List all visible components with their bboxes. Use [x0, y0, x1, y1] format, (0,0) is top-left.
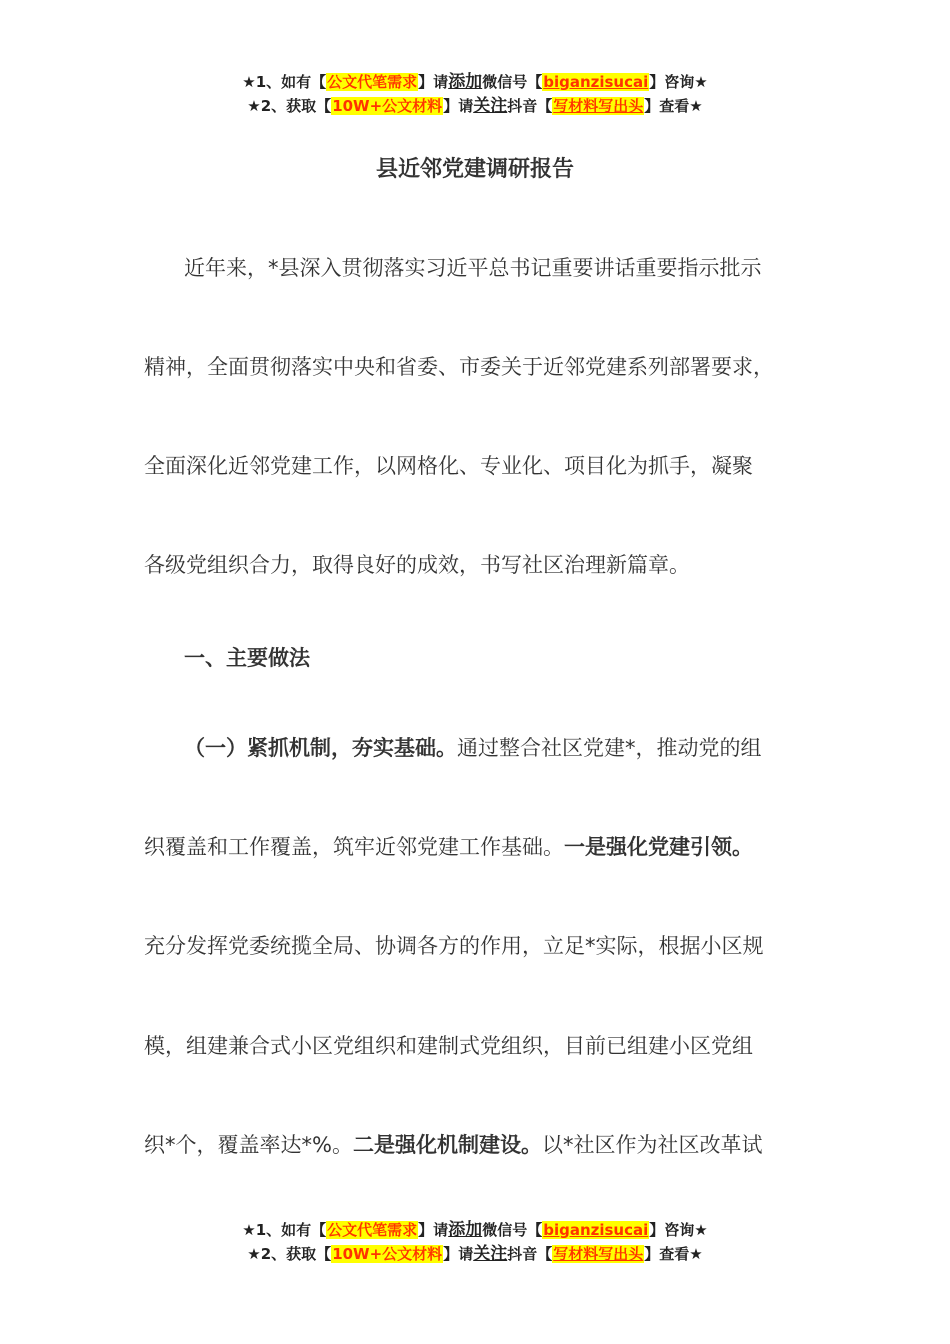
point-two-title: 二是强化机制建设。 — [352, 1133, 542, 1157]
banner-text: 】咨询★ — [649, 1221, 708, 1239]
wechat-id-link[interactable]: biganzisucai — [543, 73, 649, 91]
top-banner — [0, 70, 950, 118]
paragraph-line-1: 近年来，*县深入贯彻落实习近平总书记重要讲话重要指示批示 — [184, 256, 762, 280]
banner-text: ★2、获取【 — [247, 1245, 332, 1263]
banner-line-1 — [0, 70, 950, 94]
paragraph-line-3: 全面深化近邻党建工作，以网格化、专业化、项目化为抓手，凝聚 — [144, 454, 753, 478]
banner-text: 】请 — [418, 1221, 449, 1239]
banner-text: 抖音【 — [507, 1245, 553, 1263]
section-text: 以*社区作为社区改革试 — [541, 1133, 763, 1157]
section-text: 通过整合社区党建*，推动党的组 — [457, 736, 762, 760]
douyin-account-link[interactable]: 写材料写出头 — [553, 97, 644, 115]
section-text: 织覆盖和工作覆盖，筑牢近邻党建工作基础。 — [144, 835, 564, 859]
banner-text: 微信号【 — [482, 73, 543, 91]
emphasis-add: 添加 — [448, 72, 483, 92]
banner-text: 】请 — [418, 73, 449, 91]
banner-text: 】请 — [443, 97, 474, 115]
emphasis-follow: 关注 — [473, 1244, 508, 1264]
banner-text: 】查看★ — [644, 1245, 703, 1263]
section-line-1 — [184, 732, 874, 762]
section-line-4: 模，组建兼合式小区党组织和建制式党组织，目前已组建小区党组 — [144, 1034, 753, 1058]
highlight-service: 公文代笔需求 — [327, 1221, 418, 1239]
banner-text: ★2、获取【 — [247, 97, 332, 115]
section-line-5 — [144, 1129, 834, 1159]
emphasis-follow: 关注 — [473, 96, 508, 116]
banner-text: 】请 — [443, 1245, 474, 1263]
banner-text: 】查看★ — [644, 97, 703, 115]
paragraph-line-4: 各级党组织合力，取得良好的成效，书写社区治理新篇章。 — [144, 553, 690, 577]
banner-line-1 — [0, 1218, 950, 1242]
point-one-title: 一是强化党建引领。 — [564, 835, 753, 859]
douyin-account-link[interactable]: 写材料写出头 — [553, 1245, 644, 1263]
section-line-3: 充分发挥党委统揽全局、协调各方的作用，立足*实际，根据小区规 — [144, 934, 764, 958]
paragraph-line-2: 精神，全面贯彻落实中央和省委、市委关于近邻党建系列部署要求， — [144, 355, 774, 379]
highlight-materials: 10W+公文材料 — [332, 97, 443, 115]
subsection-title: （一）紧抓机制，夯实基础。 — [184, 736, 457, 760]
banner-text: 微信号【 — [482, 1221, 543, 1239]
banner-text: ★1、如有【 — [242, 73, 327, 91]
highlight-materials: 10W+公文材料 — [332, 1245, 443, 1263]
section-heading-1: 一、主要做法 — [184, 646, 310, 670]
bottom-banner — [0, 1218, 950, 1266]
banner-text: 抖音【 — [507, 97, 553, 115]
banner-line-2 — [0, 1242, 950, 1266]
emphasis-add: 添加 — [448, 1220, 483, 1240]
section-line-2 — [144, 831, 834, 861]
section-text: 织*个，覆盖率达*%。 — [144, 1133, 353, 1157]
wechat-id-link[interactable]: biganzisucai — [543, 1221, 649, 1239]
highlight-service: 公文代笔需求 — [327, 73, 418, 91]
banner-text: ★1、如有【 — [242, 1221, 327, 1239]
document-title: 县近邻党建调研报告 — [375, 157, 574, 182]
banner-line-2 — [0, 94, 950, 118]
banner-text: 】咨询★ — [649, 73, 708, 91]
